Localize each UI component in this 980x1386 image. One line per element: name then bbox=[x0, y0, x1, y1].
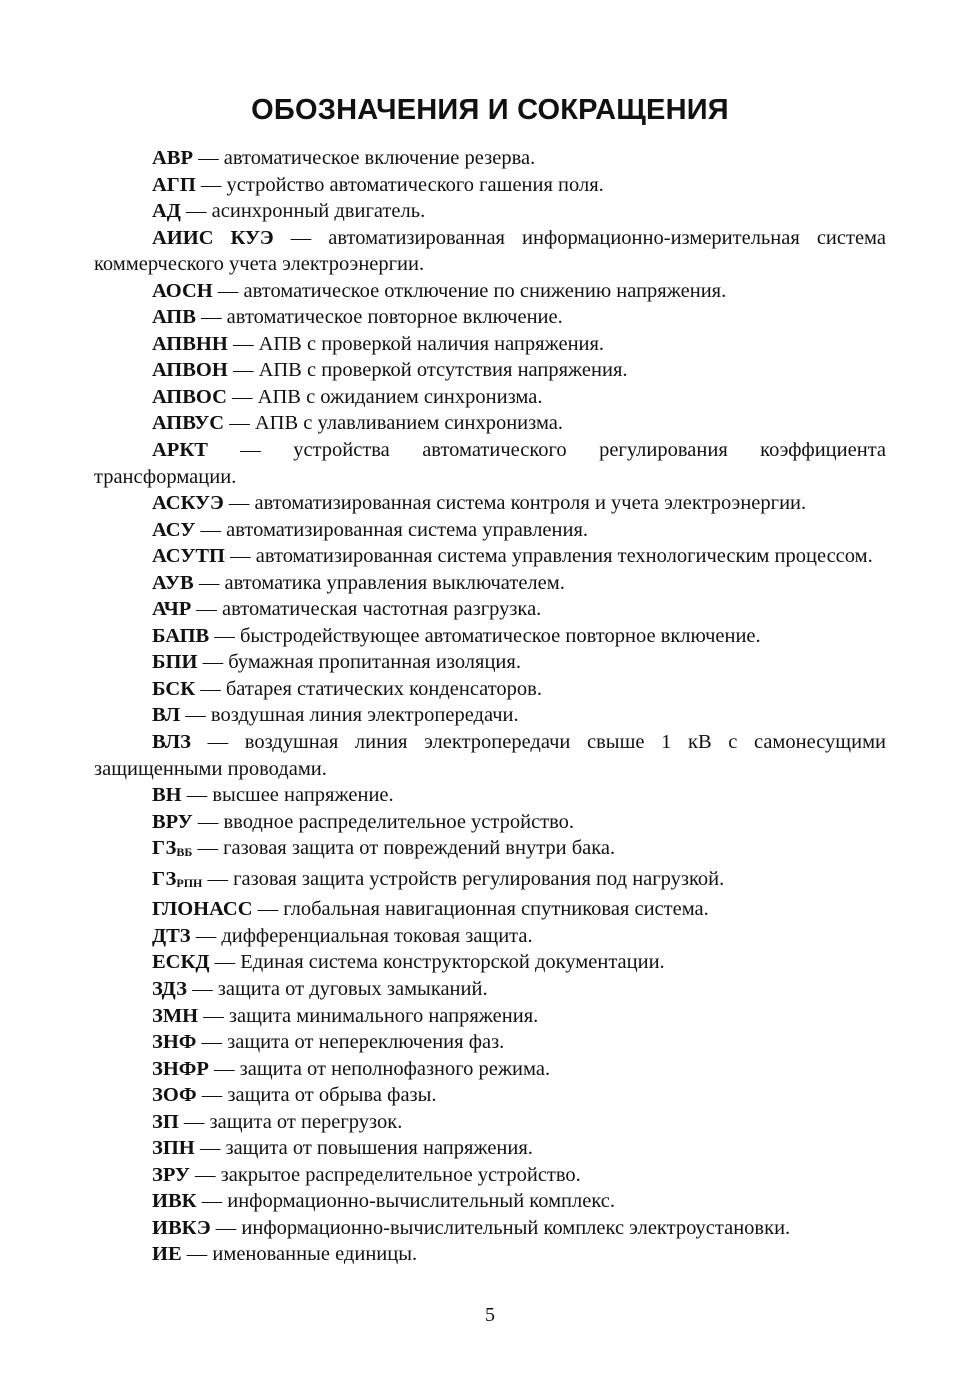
em-dash-separator: — bbox=[226, 385, 258, 408]
abbreviation-definition: дифференциальная токовая защита. bbox=[221, 924, 533, 947]
abbreviation-definition: автоматизированная информационно-измерительная система коммерческого учета электроэнергии. bbox=[94, 226, 886, 276]
abbreviation-entry bbox=[94, 278, 886, 305]
abbreviation-term: ИВКЭ bbox=[152, 1216, 211, 1239]
abbreviation-term: ЗПН bbox=[152, 1137, 195, 1160]
abbreviation-definition: автоматизированная система управления. bbox=[226, 518, 589, 541]
abbreviation-entry bbox=[94, 676, 886, 703]
abbreviation-term: АЧР bbox=[152, 598, 192, 621]
abbreviation-term: АПВОС bbox=[152, 385, 227, 408]
abbreviation-term: АСУ bbox=[152, 518, 196, 541]
em-dash-separator: — bbox=[252, 898, 284, 921]
abbreviation-term: АПВОН bbox=[152, 359, 228, 382]
abbreviation-entry bbox=[94, 384, 886, 411]
abbreviation-entry bbox=[94, 1109, 886, 1136]
abbreviation-definition: воздушная линия электропередачи свыше 1 кВ с самонесущими защищенными проводами. bbox=[94, 731, 887, 780]
abbreviation-term: АОСН bbox=[152, 279, 213, 302]
em-dash-separator: — bbox=[180, 704, 211, 727]
em-dash-separator: — bbox=[196, 1084, 228, 1107]
abbreviation-term: ЗОФ bbox=[152, 1084, 197, 1107]
em-dash-separator: — bbox=[208, 1057, 240, 1080]
abbreviation-definition: закрытое распределительное устройство. bbox=[220, 1163, 581, 1186]
abbreviation-term: АПВУС bbox=[152, 412, 225, 435]
abbreviation-term: АПВ bbox=[152, 306, 196, 329]
abbreviation-entry bbox=[94, 410, 886, 437]
abbreviation-term: ЗП bbox=[152, 1110, 179, 1133]
abbreviation-definition: защита от дуговых замыканий. bbox=[217, 977, 488, 1000]
em-dash-separator: — bbox=[227, 359, 259, 382]
abbreviation-entry bbox=[94, 1188, 886, 1215]
abbreviation-definition: Единая система конструкторской документации. bbox=[240, 951, 665, 974]
abbreviation-definition: АПВ с проверкой отсутствия напряжения. bbox=[258, 359, 628, 382]
em-dash-separator: — bbox=[196, 1031, 228, 1054]
abbreviation-entry bbox=[94, 437, 886, 490]
abbreviation-definition: автоматика управления выключателем. bbox=[224, 571, 565, 594]
abbreviation-definition: автоматическое включение резерва. bbox=[223, 147, 536, 169]
abbreviation-term: ИЕ bbox=[152, 1243, 182, 1266]
abbreviation-entry bbox=[94, 729, 886, 782]
abbreviation-entry bbox=[94, 331, 886, 358]
abbreviation-subscript: РПН bbox=[176, 875, 203, 890]
abbreviation-entry bbox=[94, 1241, 886, 1268]
abbreviation-definition: защита минимального напряжения. bbox=[228, 1004, 539, 1027]
abbreviation-term: АРКТ bbox=[152, 439, 208, 462]
abbreviation-entry bbox=[94, 1056, 886, 1083]
abbreviation-definition: высшее напряжение. bbox=[212, 784, 394, 807]
abbreviation-term: АУВ bbox=[152, 571, 194, 594]
abbreviation-list bbox=[94, 145, 886, 1268]
abbreviation-term: ЗРУ bbox=[152, 1163, 190, 1186]
abbreviation-term: ЗНФ bbox=[152, 1031, 197, 1054]
em-dash-separator: — bbox=[209, 951, 241, 974]
abbreviation-definition: защита от неполнофазного режима. bbox=[239, 1057, 551, 1080]
em-dash-separator: — bbox=[193, 571, 225, 594]
abbreviation-term: ВН bbox=[152, 784, 182, 807]
em-dash-separator: — bbox=[190, 924, 222, 947]
abbreviation-entry bbox=[94, 596, 886, 623]
abbreviation-definition: информационно-вычислительный комплекс электроустановки. bbox=[241, 1216, 791, 1239]
abbreviation-definition: вводное распределительное устройство. bbox=[223, 810, 575, 833]
abbreviation-term: БСК bbox=[152, 677, 196, 700]
abbreviation-entry bbox=[94, 517, 886, 544]
em-dash-separator: — bbox=[189, 1163, 221, 1186]
abbreviation-definition: защита от перегрузок. bbox=[209, 1110, 403, 1133]
em-dash-separator: — bbox=[209, 624, 240, 647]
em-dash-separator: — bbox=[273, 226, 329, 249]
em-dash-separator: — bbox=[196, 1190, 228, 1213]
abbreviation-term: АСКУЭ bbox=[152, 492, 224, 515]
em-dash-separator: — bbox=[194, 1137, 226, 1160]
abbreviation-entry bbox=[94, 225, 886, 278]
em-dash-separator: — bbox=[224, 412, 255, 435]
abbreviation-entry bbox=[94, 896, 886, 923]
em-dash-separator: — bbox=[181, 1243, 213, 1266]
abbreviation-definition: асинхронный двигатель. bbox=[211, 200, 426, 223]
abbreviation-term: АСУТП bbox=[152, 545, 225, 568]
abbreviation-entry bbox=[94, 172, 886, 199]
abbreviation-definition: защита от повышения напряжения. bbox=[225, 1137, 533, 1160]
em-dash-separator: — bbox=[178, 1110, 210, 1133]
abbreviation-term: ЗНФР bbox=[152, 1057, 209, 1080]
abbreviation-term: ДТЗ bbox=[152, 924, 191, 947]
abbreviation-term: ВРУ bbox=[152, 810, 193, 833]
em-dash-separator: — bbox=[180, 200, 212, 223]
abbreviation-entry bbox=[94, 702, 886, 729]
abbreviation-definition: АПВ с улавливанием синхронизма. bbox=[254, 412, 564, 435]
abbreviation-term: АПВНН bbox=[152, 332, 228, 355]
abbreviation-entry bbox=[94, 490, 886, 517]
abbreviation-definition: газовая защита от повреждений внутри бака. bbox=[223, 837, 616, 860]
em-dash-separator: — bbox=[224, 545, 256, 568]
abbreviation-entry bbox=[94, 866, 886, 897]
abbreviation-definition: быстродействующее автоматическое повторное включение. bbox=[239, 624, 761, 647]
abbreviation-term: ЗМН bbox=[152, 1004, 199, 1027]
abbreviation-definition: информационно-вычислительный комплекс. bbox=[227, 1190, 616, 1213]
abbreviation-definition: автоматическое отключение по снижению напряжения. bbox=[243, 279, 727, 302]
abbreviation-term: ИВК bbox=[152, 1190, 197, 1213]
abbreviation-entry bbox=[94, 809, 886, 836]
abbreviation-definition: защита от обрыва фазы. bbox=[227, 1084, 437, 1107]
abbreviation-entry bbox=[94, 304, 886, 331]
abbreviation-term: ГЛОНАСС bbox=[152, 898, 253, 921]
em-dash-separator: — bbox=[223, 492, 255, 515]
abbreviation-definition: воздушная линия электропередачи. bbox=[210, 704, 519, 727]
abbreviation-entry bbox=[94, 949, 886, 976]
abbreviation-definition: устройства автоматического регулирования коэффициента трансформации. bbox=[94, 439, 886, 488]
abbreviation-entry bbox=[94, 623, 886, 650]
abbreviation-definition: автоматизированная система контроля и учета электроэнергии. bbox=[254, 492, 807, 515]
em-dash-separator: — bbox=[193, 147, 224, 169]
em-dash-separator: — bbox=[207, 439, 294, 462]
abbreviation-definition: газовая защита устройств регулирования под нагрузкой. bbox=[233, 867, 725, 890]
abbreviation-entry bbox=[94, 357, 886, 384]
abbreviation-definition: автоматическая частотная разгрузка. bbox=[222, 598, 542, 621]
em-dash-separator: — bbox=[187, 977, 218, 1000]
abbreviation-term: ЗДЗ bbox=[152, 977, 188, 1000]
abbreviation-entry bbox=[94, 923, 886, 950]
abbreviation-entry bbox=[94, 543, 886, 570]
abbreviation-entry bbox=[94, 198, 886, 225]
page-number: 5 bbox=[485, 1304, 495, 1326]
em-dash-separator: — bbox=[192, 837, 224, 860]
abbreviation-entry bbox=[94, 1082, 886, 1109]
abbreviation-definition: глобальная навигационная спутниковая система. bbox=[283, 898, 709, 921]
abbreviation-entry bbox=[94, 782, 886, 809]
page-title: ОБОЗНАЧЕНИЯ И СОКРАЩЕНИЯ bbox=[251, 94, 729, 126]
abbreviation-term: ЕСКД bbox=[152, 951, 210, 974]
abbreviation-entry bbox=[94, 649, 886, 676]
abbreviation-term: АГП bbox=[152, 173, 196, 196]
abbreviation-entry bbox=[94, 1215, 886, 1242]
abbreviation-definition: АПВ с ожиданием синхронизма. bbox=[257, 385, 543, 408]
em-dash-separator: — bbox=[195, 518, 227, 541]
em-dash-separator: — bbox=[212, 279, 244, 302]
abbreviation-entry bbox=[94, 1003, 886, 1030]
em-dash-separator: — bbox=[195, 306, 227, 329]
abbreviation-term: АВР bbox=[152, 147, 193, 169]
abbreviation-definition: именованные единицы. bbox=[212, 1243, 418, 1266]
abbreviation-term: БПИ bbox=[152, 651, 198, 674]
abbreviation-entry bbox=[94, 976, 886, 1003]
abbreviation-term: ВЛ bbox=[152, 704, 181, 727]
abbreviation-entry bbox=[94, 835, 886, 866]
abbreviation-entry bbox=[94, 1162, 886, 1189]
abbreviation-term: ГЗ bbox=[152, 837, 177, 860]
abbreviation-entry bbox=[94, 145, 886, 172]
abbreviation-term: БАПВ bbox=[152, 624, 210, 647]
em-dash-separator: — bbox=[195, 677, 226, 700]
abbreviation-term: ГЗ bbox=[152, 867, 177, 890]
abbreviation-entry bbox=[94, 570, 886, 597]
abbreviation-definition: автоматизированная система управления технологическим процессом. bbox=[255, 545, 873, 568]
abbreviation-term: АИИС КУЭ bbox=[152, 226, 274, 249]
em-dash-separator: — bbox=[192, 810, 224, 833]
em-dash-separator: — bbox=[191, 731, 245, 754]
abbreviation-term: АД bbox=[152, 200, 181, 223]
em-dash-separator: — bbox=[195, 173, 227, 196]
em-dash-separator: — bbox=[198, 1004, 229, 1027]
abbreviation-definition: устройство автоматического гашения поля. bbox=[226, 173, 604, 196]
abbreviation-term: ВЛЗ bbox=[152, 731, 191, 754]
abbreviation-definition: АПВ с проверкой наличия напряжения. bbox=[258, 332, 605, 355]
abbreviation-definition: батарея статических конденсаторов. bbox=[225, 677, 542, 700]
em-dash-separator: — bbox=[202, 867, 234, 890]
abbreviation-definition: защита от непереключения фаз. bbox=[227, 1031, 505, 1054]
em-dash-separator: — bbox=[227, 332, 259, 355]
em-dash-separator: — bbox=[210, 1216, 242, 1239]
em-dash-separator: — bbox=[181, 784, 213, 807]
abbreviation-definition: бумажная пропитанная изоляция. bbox=[228, 651, 521, 674]
abbreviation-subscript: ВБ bbox=[176, 845, 193, 860]
em-dash-separator: — bbox=[197, 651, 229, 674]
em-dash-separator: — bbox=[191, 598, 223, 621]
abbreviation-entry bbox=[94, 1029, 886, 1056]
abbreviation-definition: автоматическое повторное включение. bbox=[226, 306, 563, 329]
abbreviation-entry bbox=[94, 1135, 886, 1162]
